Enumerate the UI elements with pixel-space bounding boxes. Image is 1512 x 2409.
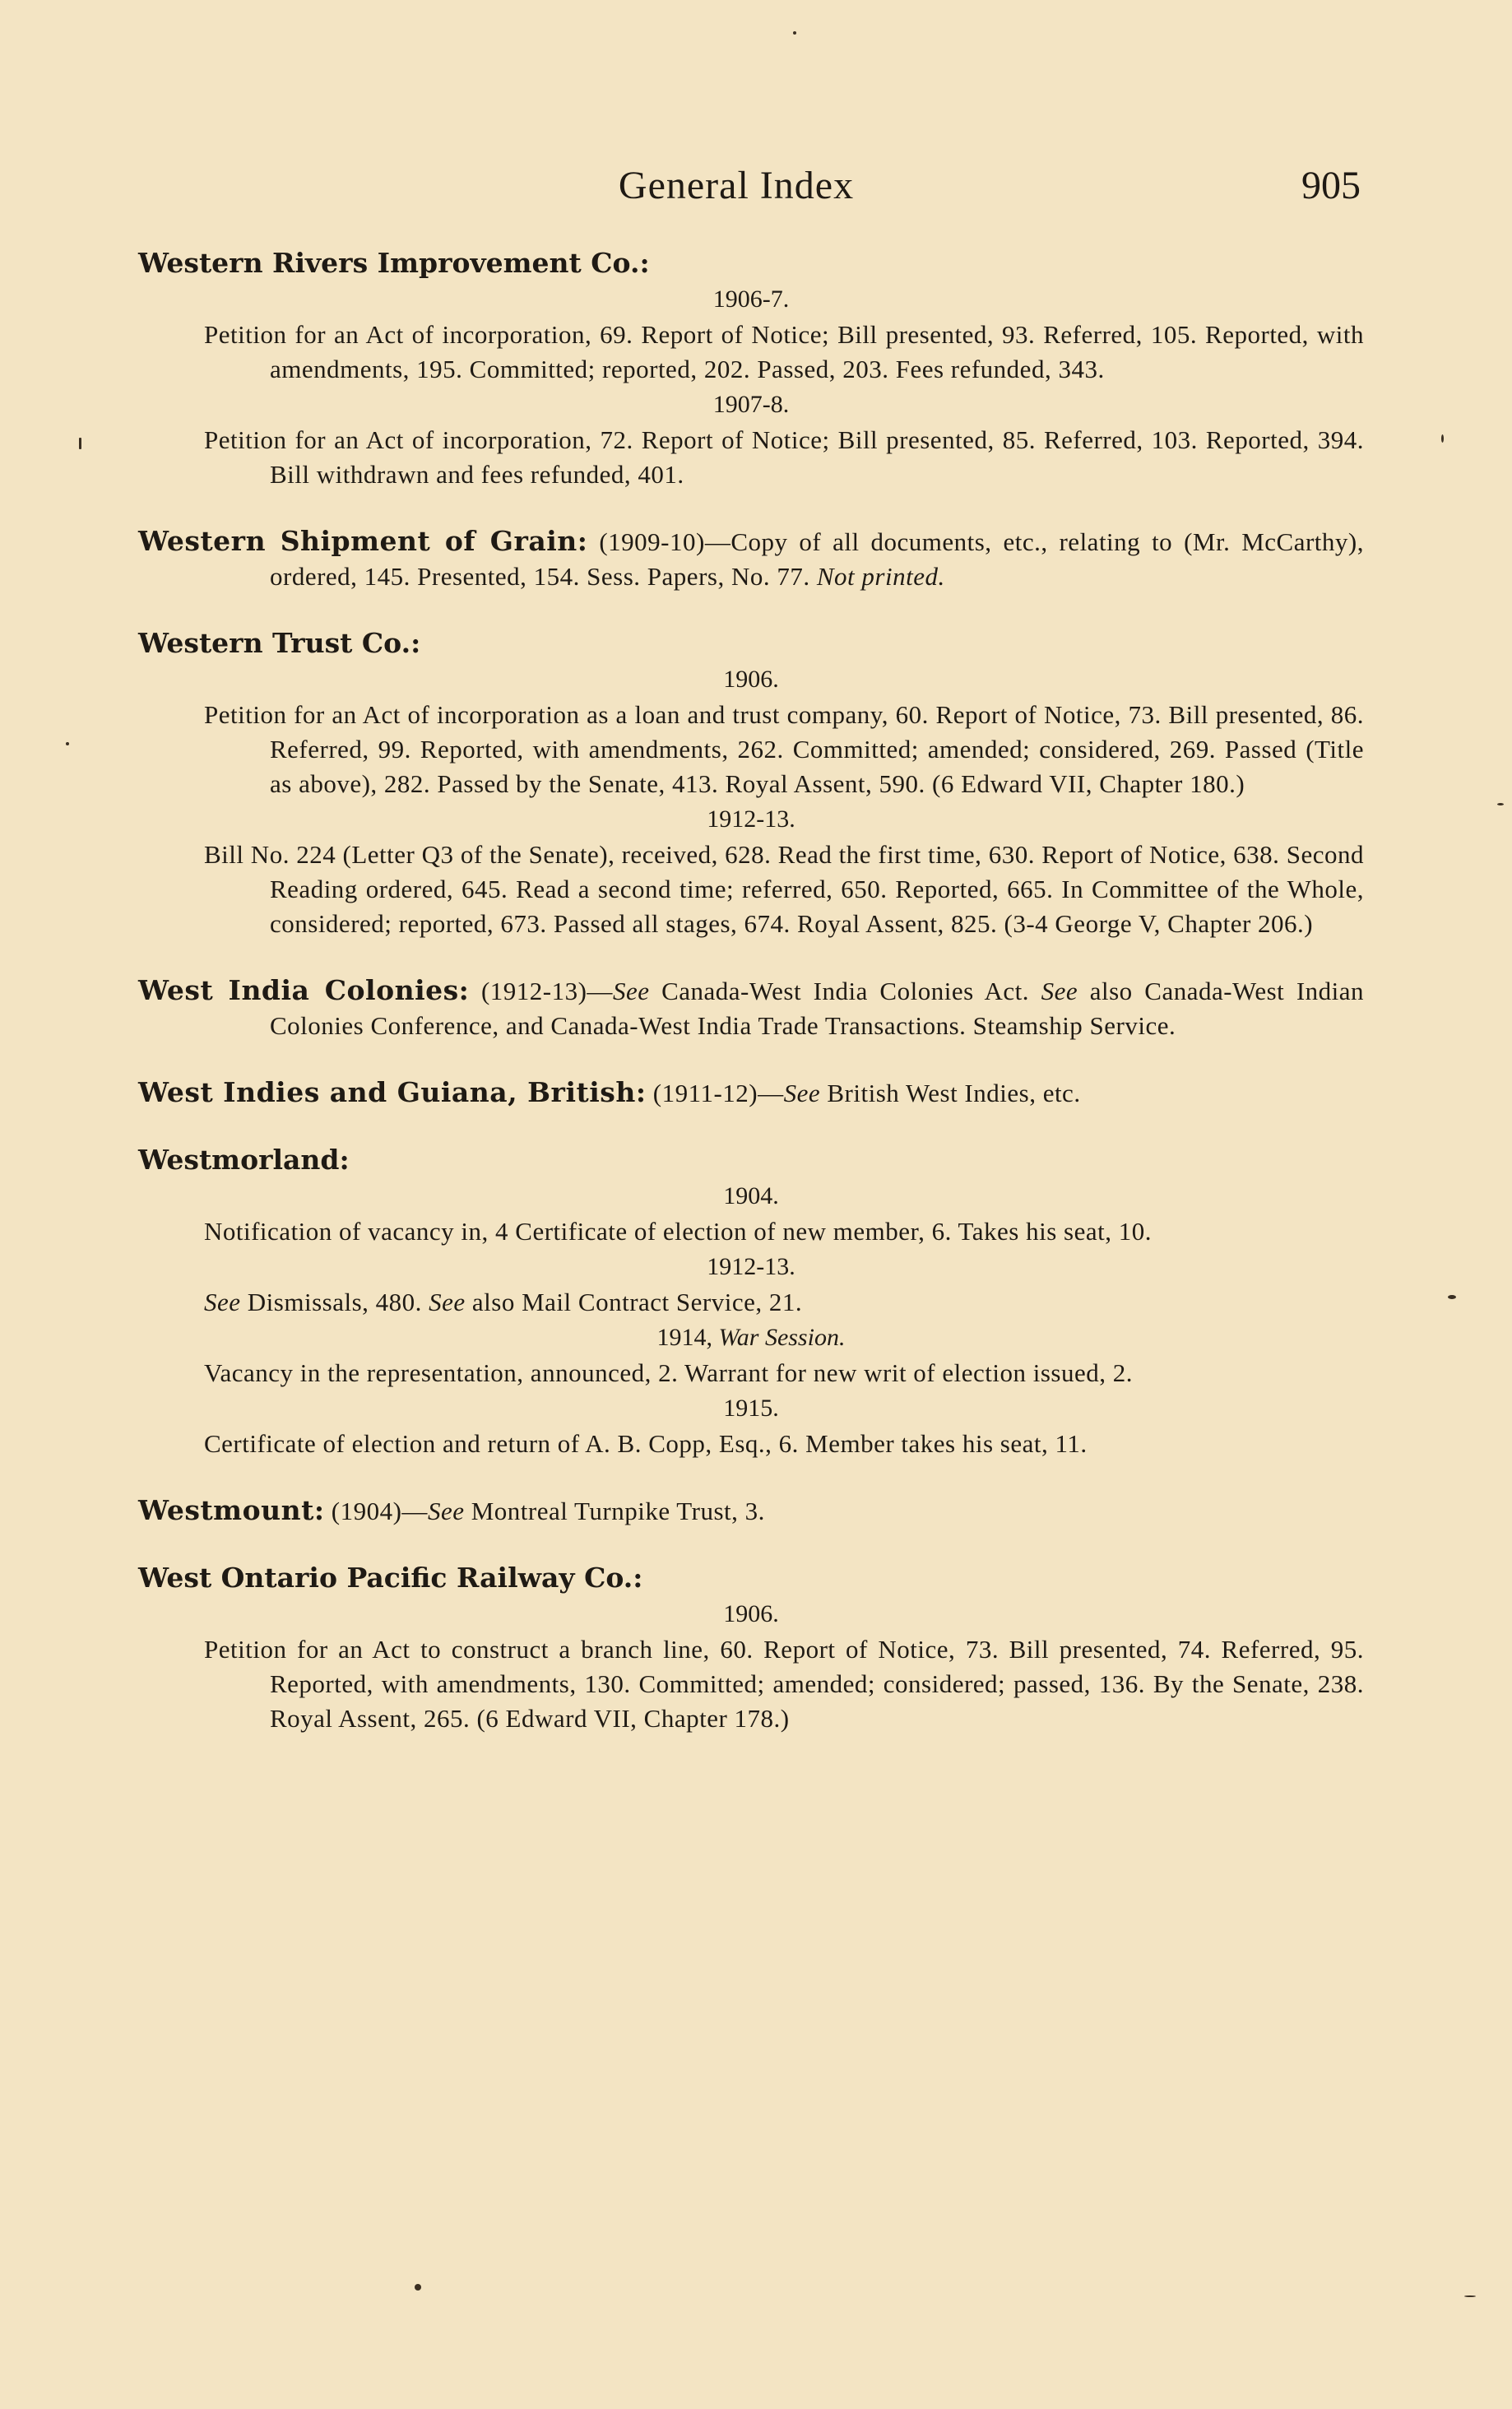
entry-western-shipment [138,523,1364,594]
entry-text: (1909-10)—Copy of all documents, etc., relating to (Mr. McCarthy), ordered, 145. Presented, 154. Sess. Papers, No. 77. [270,527,1364,591]
entry-paragraph: Vacancy in the representation, announced, 2. Warrant for new writ of election issued, 2. [204,1358,1133,1387]
see-reference: See [429,1288,466,1316]
entry-westmount [138,1492,1364,1529]
entry-text: (1911-12)— [652,1079,784,1107]
entry-paragraph: Bill No. 224 (Letter Q3 of the Senate), received, 628. Read the first time, 630. Report of Notice, 638. Second Reading ordered, 645. Read a second time; referred, 650. Reported, 665. In Committee of the Whole, considered; reported, 673. Passed all stages, 674. Royal Assent, 825. (3-4 George V, Chapter 206.) [204,840,1364,938]
entry-paragraph: Petition for an Act to construct a branch line, 60. Report of Notice, 73. Bill presented, 74. Referred, 95. Reported, with amendments, 130. Committed; amended; considered; passed, 136. By the Senate, 238. Royal Assent, 265. (6 Edward VII, Chapter 178.) [204,1635,1364,1733]
entry-paragraph: Petition for an Act of incorporation, 72. Report of Notice; Bill presented, 85. Referred, 103. Reported, 394. Bill withdrawn and fees refunded, 401. [204,425,1364,489]
year-text: 1914, [656,1324,713,1351]
entry-westmorland [138,1142,1364,1461]
see-reference: See [612,977,650,1005]
entry-paragraph: Petition for an Act of incorporation, 69. Report of Notice; Bill presented, 93. Referred, 105. Reported, with amendments, 195. Committed; reported, 202. Passed, 203. Fees refunded, 343. [204,320,1364,383]
year-label [138,1320,1364,1356]
paper-speck [793,31,796,35]
year-label: 1907-8. [712,391,790,418]
paper-speck [1448,1295,1456,1299]
entry-text: British West Indies, etc. [827,1079,1081,1107]
entry-paragraph: Notification of vacancy in, 4 Certificate of election of new member, 6. Takes his seat, 10. [204,1217,1152,1246]
year-label: 1912-13. [707,1253,795,1280]
entry-heading: Westmorland: [138,1144,350,1176]
entry-western-trust [138,625,1364,941]
entry-italic: Not printed. [816,562,945,591]
session-label: War Session. [718,1324,846,1351]
entry-paragraph [204,1285,1364,1320]
paper-speck [66,742,69,745]
entry-paragraph: Certificate of election and return of A. B. Copp, Esq., 6. Member takes his seat, 11. [204,1429,1088,1458]
index-entries [138,245,1364,1736]
entry-heading: Western Trust Co.: [138,627,421,659]
entry-western-rivers [138,245,1364,492]
page-number: 905 [1301,164,1361,207]
entry-heading: Western Shipment of Grain: [138,525,588,557]
see-reference: See [783,1079,821,1107]
entry-heading: West Indies and Guiana, British: [138,1076,647,1108]
entry-text: Montreal Turnpike Trust, 3. [471,1497,765,1525]
paper-speck [415,2284,421,2291]
entry-text: (1912-13)— [480,977,613,1005]
year-label: 1904. [723,1182,779,1209]
running-title: General Index [618,164,855,207]
see-reference: See [427,1497,465,1525]
paper-speck [79,438,81,449]
entry-heading: Westmount: [138,1494,325,1526]
year-label: 1912-13. [707,805,795,833]
entry-text: Canada-West India Colonies Act. [661,977,1030,1005]
entry-text: also Canada-West Indian Colonies Conference, and Canada-West India Trade Transactions. Steamship Service. [270,977,1365,1040]
entry-heading: West Ontario Pacific Railway Co.: [138,1562,643,1594]
paper-speck [1441,434,1444,443]
year-label: 1906. [723,1600,779,1627]
running-head [0,163,1512,212]
entry-heading: West India Colonies: [138,974,470,1006]
year-label: 1906. [723,666,779,693]
entry-west-india-colonies [138,972,1364,1043]
entry-heading: Western Rivers Improvement Co.: [138,247,650,279]
entry-west-ontario-pacific [138,1560,1364,1736]
entry-west-indies-guiana [138,1075,1364,1111]
paper-speck [1464,2295,1476,2297]
paper-speck [1497,803,1504,805]
year-label: 1915. [723,1395,779,1422]
see-reference: See [1041,977,1078,1005]
entry-text: Dismissals, 480. [247,1288,422,1316]
see-reference: See [204,1288,241,1316]
year-label: 1906-7. [712,285,790,313]
entry-paragraph: Petition for an Act of incorporation as a loan and trust company, 60. Report of Notice, 73. Bill presented, 86. Referred, 99. Reported, with amendments, 262. Committed; amended; considered, 269. Passed (Title as above), 282. Passed by the Senate, 413. Royal Assent, 590. (6 Edward VII, Chapter 180.) [204,700,1364,798]
entry-text: also Mail Contract Service, 21. [471,1288,803,1316]
entry-text: (1904)— [331,1497,428,1525]
